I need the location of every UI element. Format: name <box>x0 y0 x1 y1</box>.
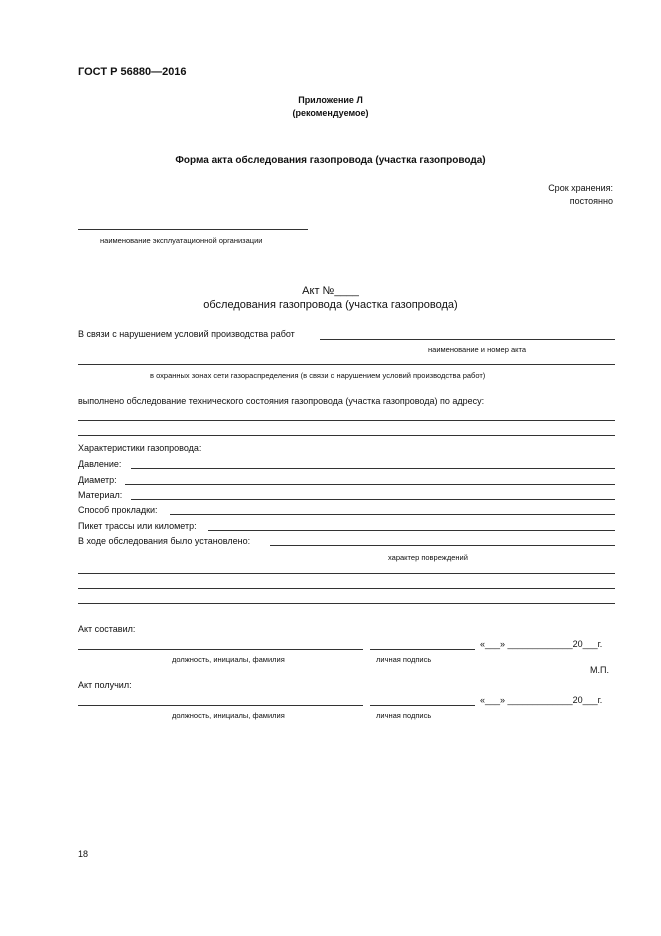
laying-label: Способ прокладки: <box>78 505 158 515</box>
material-field[interactable] <box>131 499 615 500</box>
composed-label: Акт составил: <box>78 624 136 634</box>
address-line-1[interactable] <box>78 420 615 421</box>
received-signature-caption: личная подпись <box>376 711 432 720</box>
appendix-note: (рекомендуемое) <box>292 108 369 118</box>
picket-label: Пикет трассы или километр: <box>78 521 197 531</box>
violation-field[interactable] <box>320 339 615 340</box>
violation-caption-2: в охранных зонах сети газораспределения (в связи с нарушением условий производства работ) <box>150 371 486 380</box>
damage-caption: характер повреждений <box>388 553 468 562</box>
retention-value: постоянно <box>569 196 613 206</box>
damage-line-2[interactable] <box>78 588 615 589</box>
picket-field[interactable] <box>208 530 615 531</box>
composed-date[interactable]: «___» _____________20___г. <box>480 639 603 649</box>
damage-line-3[interactable] <box>78 603 615 604</box>
received-date[interactable]: «___» _____________20___г. <box>480 695 603 705</box>
org-name-caption: наименование эксплуатационной организации <box>100 236 263 245</box>
composed-position-caption: должность, инициалы, фамилия <box>172 655 285 664</box>
standard-code: ГОСТ Р 56880—2016 <box>78 66 187 78</box>
diameter-field[interactable] <box>125 484 615 485</box>
appendix-title: Приложение Л <box>298 95 363 105</box>
pressure-label: Давление: <box>78 459 122 469</box>
received-position-caption: должность, инициалы, фамилия <box>172 711 285 720</box>
pressure-field[interactable] <box>131 468 615 469</box>
received-signature-field[interactable] <box>370 705 475 706</box>
damage-line-1[interactable] <box>78 573 615 574</box>
form-title: Форма акта обследования газопровода (участка газопровода) <box>175 155 486 166</box>
received-label: Акт получил: <box>78 680 132 690</box>
diameter-label: Диаметр: <box>78 475 117 485</box>
found-label: В ходе обследования было установлено: <box>78 536 251 546</box>
act-subtitle: обследования газопровода (участка газопровода) <box>203 299 458 311</box>
page-number: 18 <box>78 849 89 859</box>
received-position-field[interactable] <box>78 705 363 706</box>
characteristics-heading: Характеристики газопровода: <box>78 443 202 453</box>
violation-label: В связи с нарушением условий производства работ <box>78 329 295 339</box>
violation-caption-1: наименование и номер акта <box>428 345 527 354</box>
violation-field-2[interactable] <box>78 364 615 365</box>
composed-position-field[interactable] <box>78 649 363 650</box>
org-name-line[interactable] <box>78 229 308 230</box>
inspection-text: выполнено обследование технического состояния газопровода (участка газопровода) по адресу: <box>78 396 485 406</box>
stamp-label: М.П. <box>590 665 609 675</box>
material-label: Материал: <box>78 490 123 500</box>
composed-signature-caption: личная подпись <box>376 655 432 664</box>
act-number: Акт №____ <box>302 285 359 297</box>
composed-signature-field[interactable] <box>370 649 475 650</box>
retention-label: Срок хранения: <box>548 183 613 193</box>
address-line-2[interactable] <box>78 435 615 436</box>
laying-field[interactable] <box>170 514 615 515</box>
found-field[interactable] <box>270 545 615 546</box>
